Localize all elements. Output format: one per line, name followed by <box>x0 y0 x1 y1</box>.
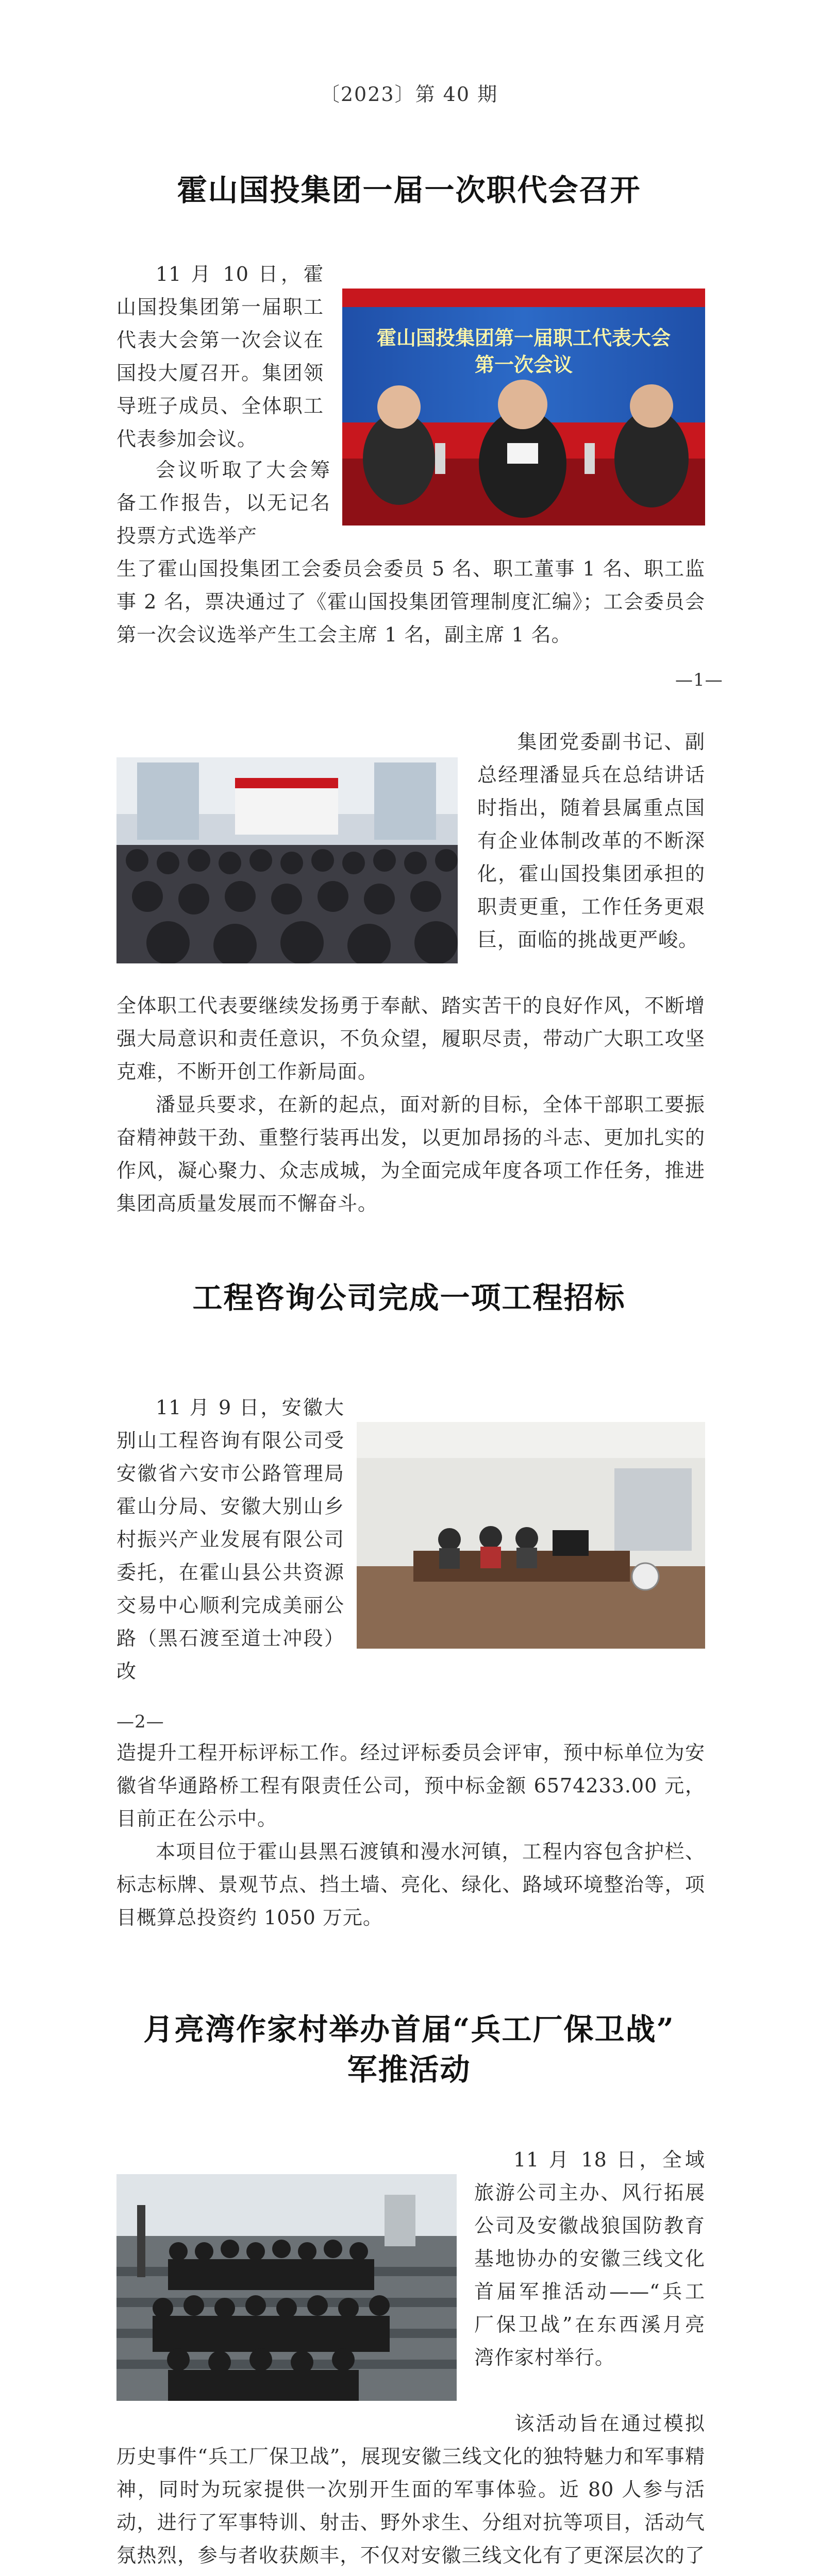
photo3-spacer <box>344 1422 705 1654</box>
article1-p1-text: 11 月 10 日，霍山国投集团第一届职工代表大会第一次会议在国投大厦召开。集团领导班子成员、全体职工代表参加会议。 <box>116 263 324 450</box>
article1-p3-text: 集团党委副书记、副总经理潘显兵在总结讲话时指出，随着县属重点国有企业体制改革的不断深化，霍山国投集团承担的职责更重，工作任务更艰巨，面临的挑战更严峻。 <box>477 731 705 951</box>
banner-line2: 第一次会议 <box>474 353 573 376</box>
photo1-spacer <box>324 289 705 556</box>
article1-p3b: 全体职工代表要继续发扬勇于奉献、踏实苦干的良好作风，不断增强大局意识和责任意识，不负众望，履职尽责，带动广大职工攻坚克难，不断开创工作新局面。 <box>116 994 705 1083</box>
article2-p2: 本项目位于霍山县黑石渡镇和漫水河镇，工程内容包含护栏、标志标牌、景观节点、挡土墙、亮化、绿化、路域环境整治等，项目概算总投资约 1050 万元。 <box>116 1840 705 1929</box>
article2-p1-flow <box>116 1391 705 1688</box>
article3-title <box>0 2009 818 2090</box>
article1-p3-flow <box>116 725 705 999</box>
article3-p1-text: 11 月 18 日，全域旅游公司主办、风行拓展公司及安徽战狼国防教育基地协办的安徽三线文化首届军推活动——“兵工厂保卫战”在东西溪月亮湾作家村举行。 <box>474 2148 705 2369</box>
article3-title-line1: 月亮湾作家村举办首届“兵工厂保卫战” <box>143 2012 675 2047</box>
article3-p2-flow <box>116 2407 705 2576</box>
article1-p2: 会议听取了大会筹备工作报告，以无记名投票方式选举产 <box>116 459 330 547</box>
article3-p1-flow <box>116 2143 705 2434</box>
article1-title: 霍山国投集团一届一次职代会召开 <box>177 173 641 208</box>
issue-number: 〔2023〕第 40 期 <box>320 83 498 106</box>
photo2-spacer <box>116 757 477 999</box>
page-number-2: —2— <box>116 1711 164 1732</box>
article3-title-line2: 军推活动 <box>347 2052 471 2088</box>
article1-p4: 潘显兵要求，在新的起点，面对新的目标，全体干部职工要振奋精神鼓干劲、重整行装再出发，以更加昂扬的斗志、更加扎实的作风，凝心聚力、众志成城，为全面完成年度各项工作任务，推进集团高质量发展而不懈奋斗。 <box>116 1093 705 1215</box>
article2-p1b: 造提升工程开标评标工作。经过评标委员会评审，预中标单位为安徽省华通路桥工程有限责任公司，预中标金额 6574233.00 元，目前正在公示中。 <box>116 1741 705 1830</box>
page-number-1: —1— <box>675 670 723 690</box>
banner-line1: 霍山国投集团第一届职工代表大会 <box>376 327 671 349</box>
photo4-spacer <box>116 2174 474 2434</box>
article2-title: 工程咨询公司完成一项工程招标 <box>192 1280 626 1315</box>
article3-p2-text: 该活动旨在通过模拟历史事件“兵工厂保卫战”，展现安徽三线文化的独特魅力和军事精神，同时为玩家提供一次别开生面的军事体验。近 80 人参与活动，进行了军事特训、射击、野外求生、分组对抗等项目，活动气氛热烈，参与者收获颇丰，不仅对安徽三线文化有了更深层次的了 <box>116 2412 705 2567</box>
article1-p1-flow <box>116 258 705 556</box>
article1-p2b: 生了霍山国投集团工会委员会委员 5 名、职工董事 1 名、职工监事 2 名，票决通过了《霍山国投集团管理制度汇编》；工会委员会第一次会议选举产生工会主席 1 名，副主席 1 名。 <box>116 557 705 646</box>
article2-p1-text: 11 月 9 日，安徽大别山工程咨询有限公司受安徽省六安市公路管理局霍山分局、安徽大别山乡村振兴产业发展有限公司委托，在霍山县公共资源交易中心顺利完成美丽公路（黑石渡至道士冲段）改 <box>116 1396 344 1683</box>
